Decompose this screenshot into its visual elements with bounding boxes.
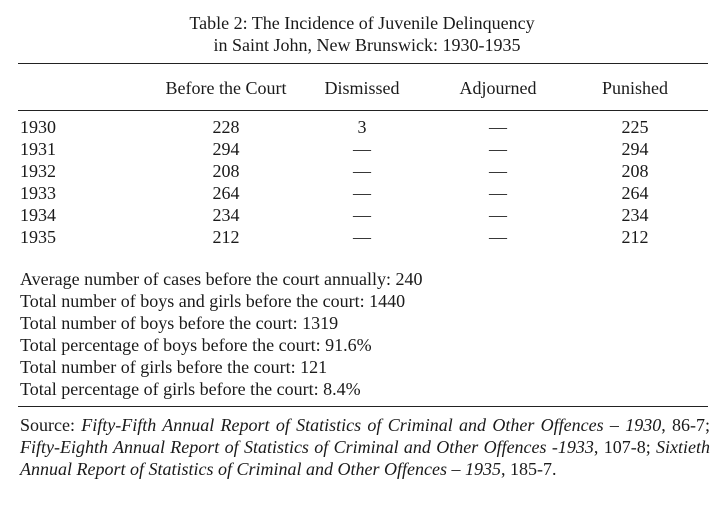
summary-line: Total number of boys before the court: 1319: [20, 313, 339, 333]
column-header-punished: Punished: [601, 78, 668, 98]
row-year: 1932: [20, 161, 56, 181]
cell-before-court: 234: [212, 205, 240, 225]
row-year: 1935: [20, 227, 56, 247]
summary-line: Total number of girls before the court: 121: [20, 357, 328, 377]
cell-before-court: 212: [212, 227, 240, 247]
cell-punished: 225: [621, 117, 649, 137]
top-rule: [18, 63, 708, 64]
source-pages-3: , 185-7.: [500, 459, 557, 479]
caption-line-2: in Saint John, New Brunswick: 1930-1935: [213, 35, 521, 55]
summary-block: [20, 268, 423, 400]
cell-punished: 212: [621, 227, 649, 247]
cell-dismissed: 3: [357, 117, 367, 137]
cell-dismissed: —: [353, 183, 371, 203]
source-title-2: Fifty-Eighth Annual Report of Statistics of Criminal and Other Offences -1933: [20, 437, 594, 457]
source-note: [20, 414, 710, 480]
cell-punished: 234: [621, 205, 649, 225]
cell-dismissed: —: [353, 227, 371, 247]
source-pages-2: , 107-8;: [593, 437, 657, 457]
cell-adjourned: —: [489, 117, 507, 137]
column-header-before-court: Before the Court: [165, 78, 287, 98]
cell-before-court: 228: [212, 117, 240, 137]
cell-dismissed: —: [353, 161, 371, 181]
cell-adjourned: —: [489, 139, 507, 159]
column-header-adjourned: Adjourned: [459, 78, 537, 98]
row-year: 1933: [20, 183, 56, 203]
cell-adjourned: —: [489, 183, 507, 203]
header-rule: [18, 110, 708, 111]
cell-adjourned: —: [489, 205, 507, 225]
cell-punished: 294: [621, 139, 649, 159]
summary-line: Total number of boys and girls before the court: 1440: [20, 291, 406, 311]
source-pages-1: , 86-7;: [661, 415, 710, 435]
row-year: 1931: [20, 139, 56, 159]
source-title-3: Sixtieth Annual Report of Statistics of Criminal and Other Offences – 1935: [20, 437, 711, 479]
source-title-1: Fifty-Fifth Annual Report of Statistics of Criminal and Other Offences – 1930: [81, 415, 662, 435]
cell-before-court: 264: [212, 183, 240, 203]
cell-adjourned: —: [489, 227, 507, 247]
cell-adjourned: —: [489, 161, 507, 181]
cell-dismissed: —: [353, 205, 371, 225]
row-year: 1934: [20, 205, 56, 225]
source-label: Source:: [20, 415, 82, 435]
cell-punished: 264: [621, 183, 649, 203]
table-caption: [0, 12, 724, 56]
source-rule: [18, 406, 708, 407]
cell-before-court: 208: [212, 161, 240, 181]
row-year: 1930: [20, 117, 56, 137]
cell-before-court: 294: [212, 139, 240, 159]
cell-punished: 208: [621, 161, 649, 181]
summary-line: Total percentage of girls before the court: 8.4%: [20, 379, 361, 399]
cell-dismissed: —: [353, 139, 371, 159]
caption-line-1: Table 2: The Incidence of Juvenile Delinquency: [189, 13, 535, 33]
column-header-dismissed: Dismissed: [324, 78, 400, 98]
summary-line: Total percentage of boys before the court: 91.6%: [20, 335, 372, 355]
summary-line: Average number of cases before the court annually: 240: [20, 269, 423, 289]
